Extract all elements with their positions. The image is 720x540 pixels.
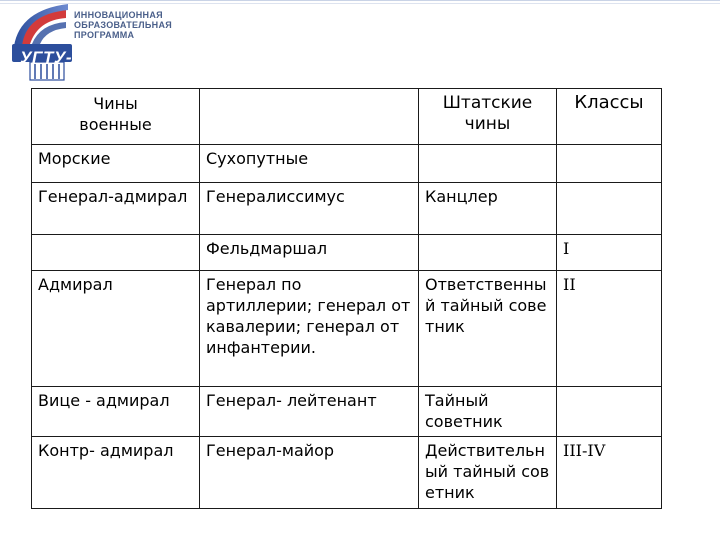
header-civil-ranks: Штатские чины bbox=[419, 89, 557, 145]
naval-rank bbox=[32, 235, 200, 271]
naval-rank: Генерал-адмирал bbox=[32, 183, 200, 235]
land-rank: Генералиссимус bbox=[200, 183, 419, 235]
table-header-row bbox=[32, 89, 662, 145]
rank-class: III-IV bbox=[557, 437, 662, 509]
ranks-table bbox=[31, 88, 662, 509]
table-row bbox=[32, 437, 662, 509]
header-classes: Классы bbox=[557, 89, 662, 145]
naval-rank: Вице - адмирал bbox=[32, 387, 200, 437]
university-logo bbox=[6, 4, 176, 84]
logo-text-line-3: ПРОГРАММА bbox=[74, 30, 135, 40]
land-rank: Генерал по артиллерии; генерал от кавалерии; генерал от инфантерии. bbox=[200, 271, 419, 387]
table-row bbox=[32, 387, 662, 437]
civil-rank: Тайный советник bbox=[419, 387, 557, 437]
subheader-land: Сухопутные bbox=[200, 145, 419, 183]
table-subheader-row bbox=[32, 145, 662, 183]
rank-class: II bbox=[557, 271, 662, 387]
top-stripe bbox=[0, 0, 720, 1]
table-row bbox=[32, 183, 662, 235]
civil-rank bbox=[419, 235, 557, 271]
header-empty-cell bbox=[200, 89, 419, 145]
empty-cell bbox=[557, 145, 662, 183]
rank-class: I bbox=[557, 235, 662, 271]
table-row bbox=[32, 235, 662, 271]
rank-class bbox=[557, 387, 662, 437]
table-row bbox=[32, 271, 662, 387]
land-rank: Генерал- лейтенант bbox=[200, 387, 419, 437]
naval-rank: Контр- адмирал bbox=[32, 437, 200, 509]
logo-text-line-1: ИННОВАЦИОННАЯ bbox=[74, 10, 163, 20]
logo-abbreviation: УГТУ-УПИ bbox=[20, 48, 110, 67]
rank-class bbox=[557, 183, 662, 235]
empty-cell bbox=[419, 145, 557, 183]
subheader-naval: Морские bbox=[32, 145, 200, 183]
logo-text-line-2: ОБРАЗОВАТЕЛЬНАЯ bbox=[74, 20, 173, 30]
land-rank: Генерал-майор bbox=[200, 437, 419, 509]
civil-rank: Действительный тайный советник bbox=[419, 437, 557, 509]
land-rank: Фельдмаршал bbox=[200, 235, 419, 271]
civil-rank: Канцлер bbox=[419, 183, 557, 235]
naval-rank: Адмирал bbox=[32, 271, 200, 387]
civil-rank: Ответственный тайный советник bbox=[419, 271, 557, 387]
header-military-ranks: Чины военные bbox=[32, 89, 200, 145]
